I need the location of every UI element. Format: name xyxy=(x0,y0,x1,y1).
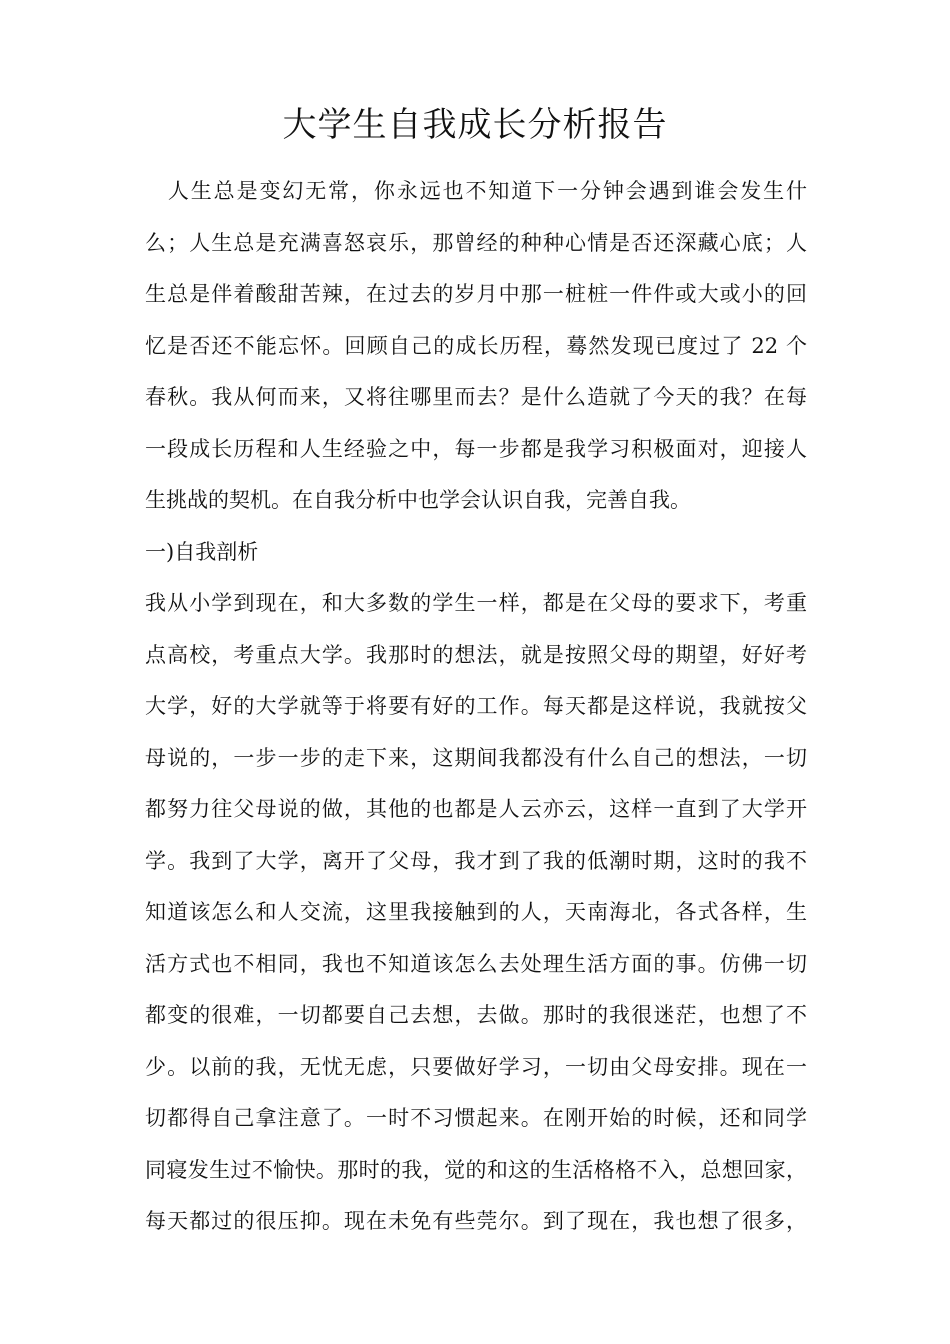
paragraph-line: 学。我到了大学，离开了父母，我才到了我的低潮时期，这时的我不 xyxy=(145,848,807,873)
paragraph-line: 知道该怎么和人交流，这里我接触到的人，天南海北，各式各样，生 xyxy=(145,900,807,924)
paragraph-line: 都努力往父母说的做，其他的也都是人云亦云，这样一直到了大学开 xyxy=(145,797,807,821)
document-title: 大学生自我成长分析报告 xyxy=(282,105,668,145)
paragraph-line: 点高校，考重点大学。我那时的想法，就是按照父母的期望，好好考 xyxy=(145,642,807,667)
paragraph-line: 么；人生总是充满喜怒哀乐，那曾经的种种心情是否还深藏心底；人 xyxy=(145,230,807,255)
document-body xyxy=(145,166,807,1248)
paragraph-line: 每天都过的很压抑。现在未免有些莞尔。到了现在，我也想了很多， xyxy=(145,1209,807,1233)
section-heading: 一)自我剖析 xyxy=(145,539,259,564)
paragraph-line: 大学，好的大学就等于将要有好的工作。每天都是这样说，我就按父 xyxy=(145,694,807,718)
paragraph-line: 生总是伴着酸甜苦辣，在过去的岁月中那一桩桩一件件或大或小的回 xyxy=(145,282,807,306)
paragraph-line: 我从小学到现在，和大多数的学生一样，都是在父母的要求下，考重 xyxy=(145,591,807,615)
paragraph-line: 春秋。我从何而来，又将往哪里而去？是什么造就了今天的我？在每 xyxy=(145,385,807,409)
paragraph-line: 少。以前的我，无忧无虑，只要做好学习，一切由父母安排。现在一 xyxy=(145,1054,807,1079)
paragraph-line: 生挑战的契机。在自我分析中也学会认识自我，完善自我。 xyxy=(145,488,691,512)
paragraph-line: 同寝发生过不愉快。那时的我，觉的和这的生活格格不入，总想回家， xyxy=(145,1157,807,1182)
paragraph-line: 人生总是变幻无常，你永远也不知道下一分钟会遇到谁会发生什 xyxy=(145,179,807,203)
paragraph-line: 一段成长历程和人生经验之中，每一步都是我学习积极面对，迎接人 xyxy=(145,436,807,461)
paragraph-line: 母说的，一步一步的走下来，这期间我都没有什么自己的想法，一切 xyxy=(145,745,807,770)
paragraph-line: 活方式也不相同，我也不知道该怎么去处理生活方面的事。仿佛一切 xyxy=(145,951,807,976)
paragraph-line: 都变的很难，一切都要自己去想，去做。那时的我很迷茫，也想了不 xyxy=(145,1003,807,1027)
paragraph-line: 切都得自己拿注意了。一时不习惯起来。在刚开始的时候，还和同学 xyxy=(145,1106,807,1130)
paragraph-line: 忆是否还不能忘怀。回顾自己的成长历程，蓦然发现已度过了 22 个 xyxy=(145,333,807,358)
